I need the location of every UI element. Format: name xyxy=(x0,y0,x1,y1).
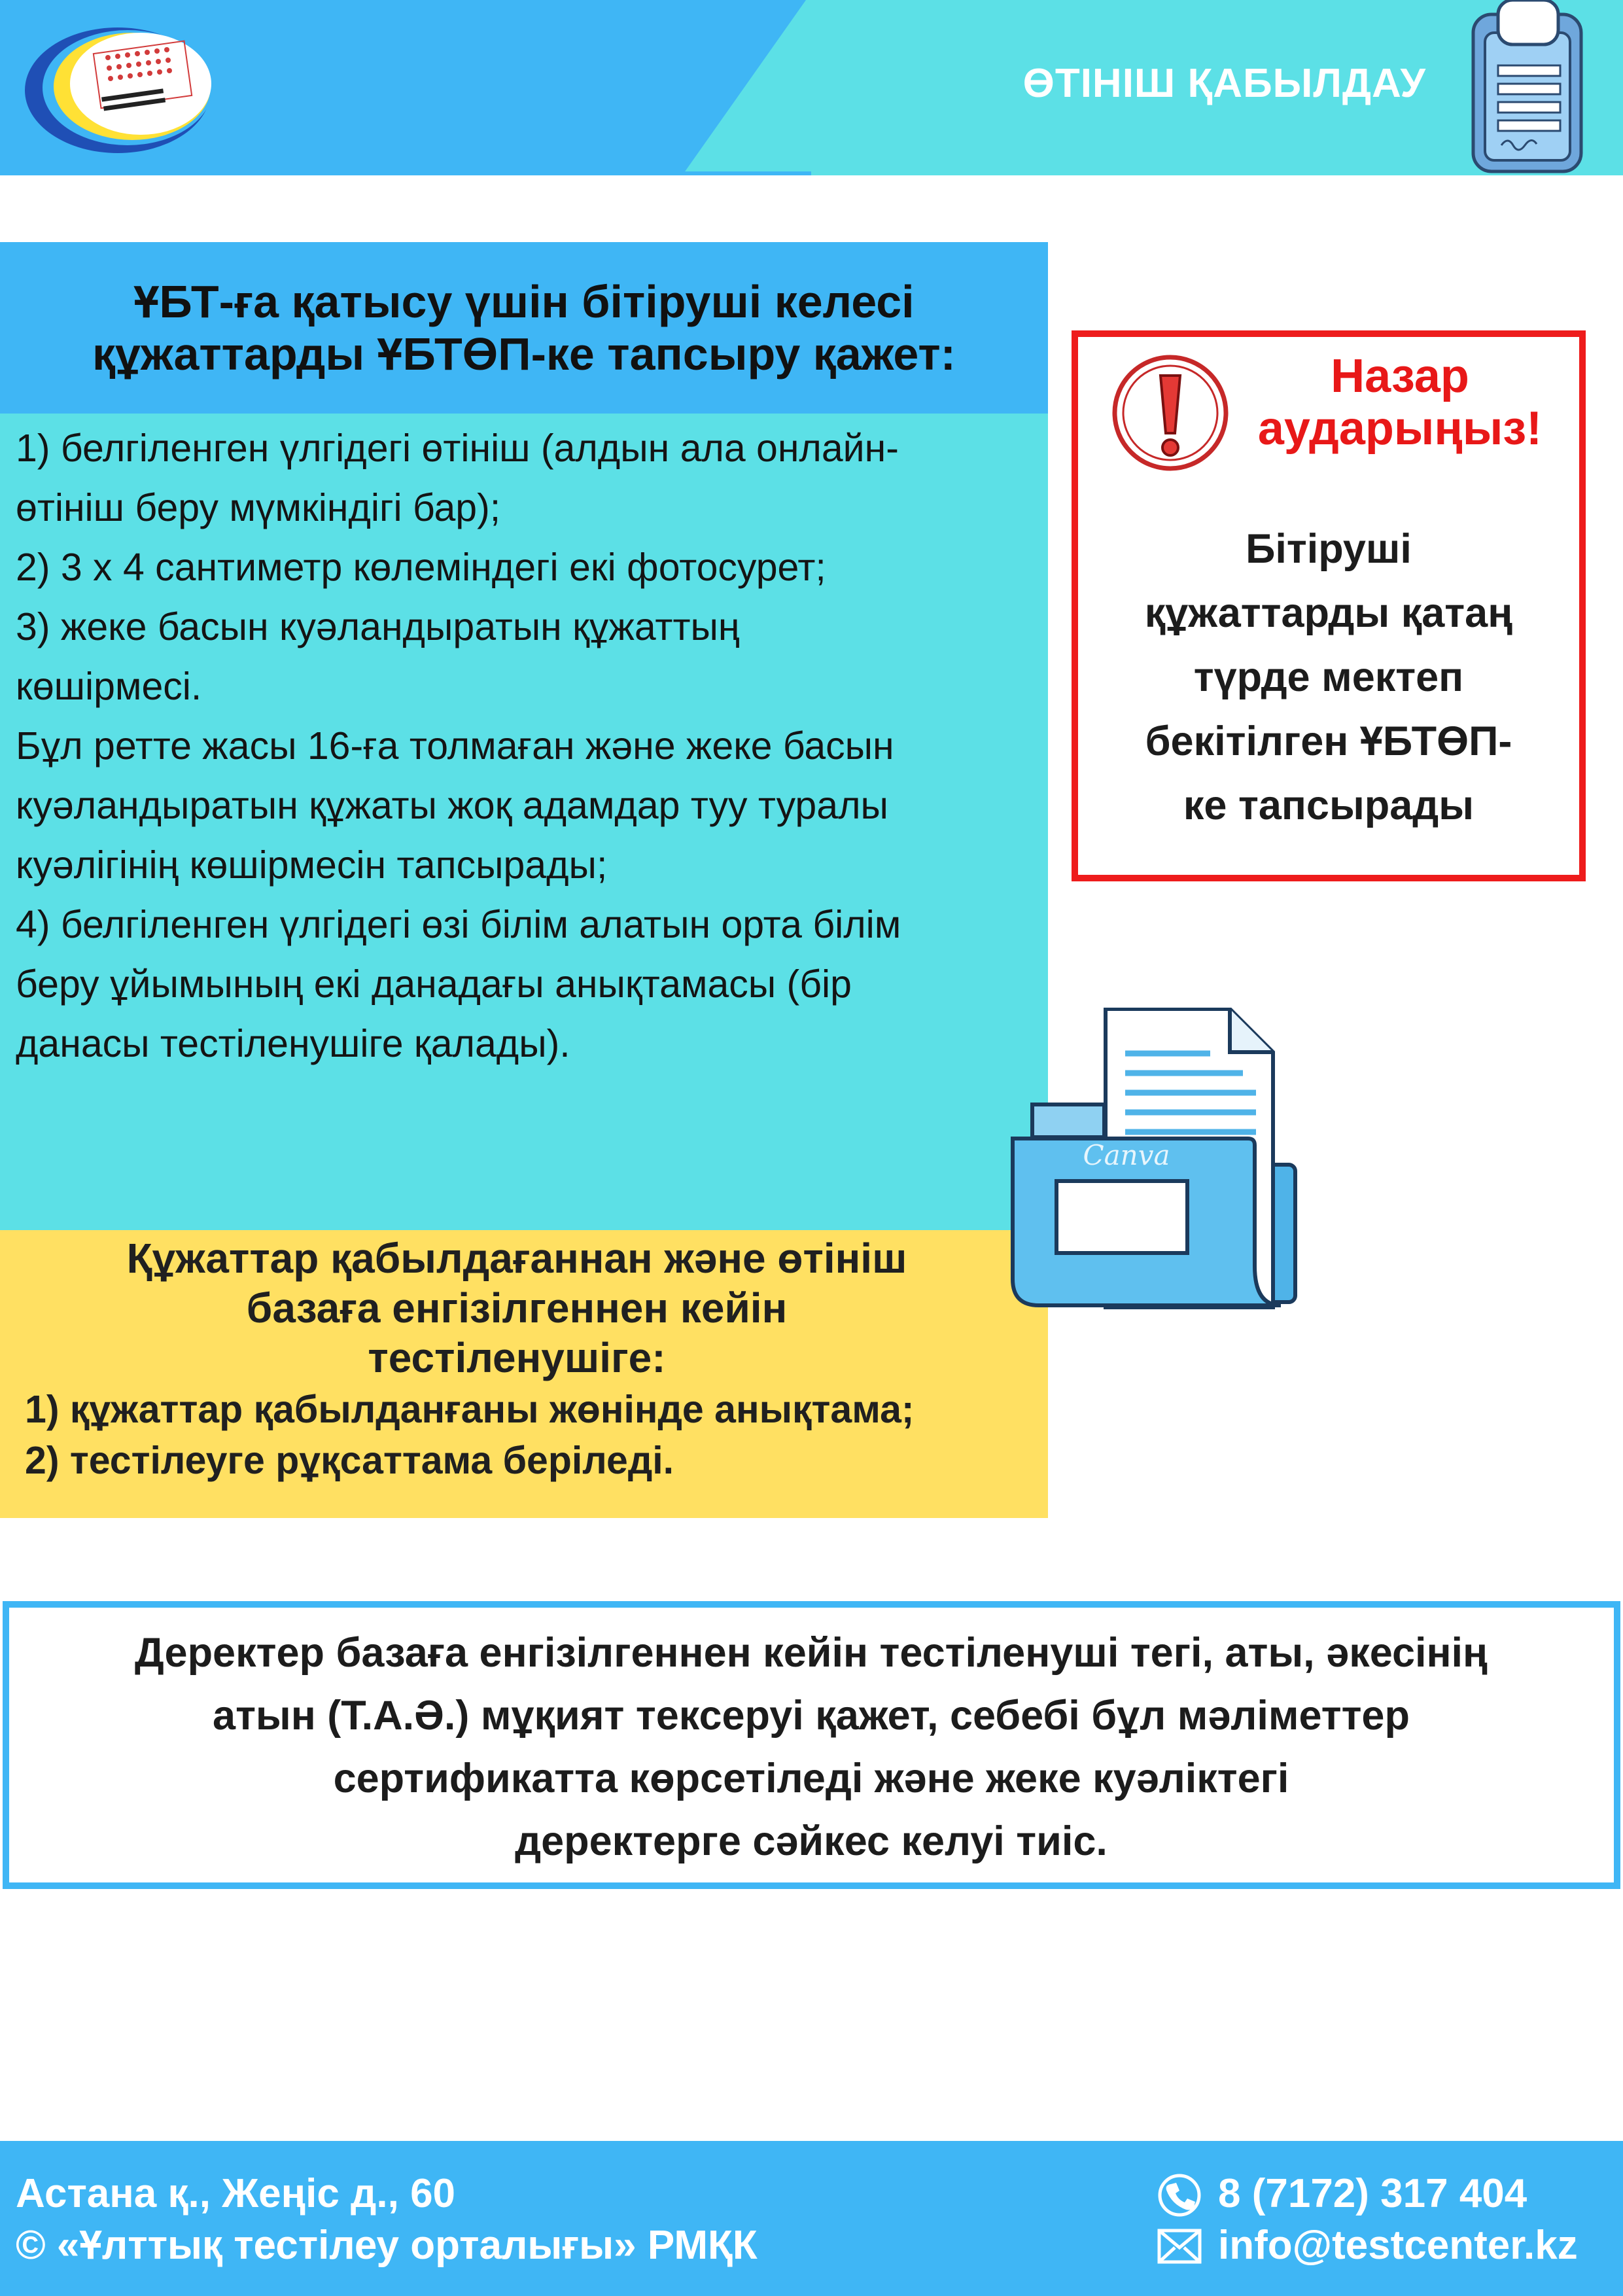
exclamation-icon xyxy=(1111,353,1230,472)
note-line: атын (Т.А.Ә.) мұқият тексеруі қажет, себебі бұл мәліметтер xyxy=(213,1693,1410,1739)
documents-folder-icon xyxy=(1007,1008,1302,1312)
warning-text-line: түрде мектеп xyxy=(1193,654,1464,700)
envelope-icon xyxy=(1157,2228,1202,2265)
note-line: деректерге сәйкес келуі тиіс. xyxy=(515,1818,1108,1864)
clipboard-icon xyxy=(1465,0,1586,175)
warning-title xyxy=(1240,350,1560,455)
requirements-line: 2) 3 х 4 сантиметр көлеміндегі екі фотосурет; xyxy=(16,546,826,589)
note-line: сертификатта көрсетіледі және жеке куәліктегі xyxy=(333,1756,1289,1801)
requirements-line: Бұл ретте жасы 16-ға толмаған және жеке басын xyxy=(16,724,894,768)
after-acceptance-item: 2) тестілеуге рұқсаттама беріледі. xyxy=(25,1439,674,1482)
canva-watermark: Canva xyxy=(1083,1139,1170,1171)
footer-address: Астана қ., Жеңіс д., 60 xyxy=(16,2171,456,2216)
footer-phone[interactable]: 8 (7172) 317 404 xyxy=(1218,2171,1527,2216)
header-title: ӨТІНІШ ҚАБЫЛДАУ xyxy=(1022,61,1426,106)
requirements-list xyxy=(16,419,1043,1074)
warning-text xyxy=(1086,517,1571,838)
requirements-heading-line1: ҰБТ-ға қатысу үшін бітіруші келесі xyxy=(133,276,915,327)
requirements-line: куәландыратын құжаты жоқ адамдар туу туралы xyxy=(16,784,888,827)
requirements-line: беру ұйымының екі данадағы анықтамасы (бір xyxy=(16,963,852,1006)
warning-text-line: құжаттарды қатаң xyxy=(1144,590,1513,636)
after-acceptance-title-line: тестіленушіге: xyxy=(368,1334,666,1381)
requirements-line: 1) белгіленген үлгідегі өтініш (алдын ала онлайн- xyxy=(16,427,899,470)
requirements-heading-line2: құжаттарды ҰБТӨП-ке тапсыру қажет: xyxy=(92,328,956,380)
warning-title-line2: аударыңыз! xyxy=(1257,402,1543,455)
data-check-note xyxy=(26,1621,1596,1873)
after-acceptance-item: 1) құжаттар қабылданғаны жөнінде анықтама; xyxy=(25,1388,915,1431)
requirements-line: көшірмесі. xyxy=(16,665,202,708)
requirements-heading xyxy=(0,242,1048,414)
footer-organization: © «Ұлттық тестілеу орталығы» РМҚК xyxy=(16,2223,758,2268)
footer-email[interactable]: info@testcenter.kz xyxy=(1218,2223,1578,2268)
after-acceptance-title xyxy=(20,1233,1014,1383)
warning-title-line1: Назар xyxy=(1331,350,1469,402)
after-acceptance-items xyxy=(25,1384,1045,1486)
phone-icon xyxy=(1157,2172,1202,2218)
after-acceptance-title-line: базаға енгізілгеннен кейін xyxy=(246,1284,788,1332)
requirements-line: 4) белгіленген үлгідегі өзі білім алатын орта білім xyxy=(16,903,901,946)
footer xyxy=(0,2141,1623,2296)
requirements-line: өтініш беру мүмкіндігі бар); xyxy=(16,486,501,529)
note-line: Деректер базаға енгізілгеннен кейін тестіленуші тегі, аты, әкесінің xyxy=(134,1630,1488,1676)
after-acceptance-title-line: Құжаттар қабылдағаннан және өтініш xyxy=(126,1235,907,1282)
warning-text-line: Бітіруші xyxy=(1246,526,1412,572)
warning-text-line: бекітілген ҰБТӨП- xyxy=(1145,718,1512,764)
requirements-line: куәлігінің көшірмесін тапсырады; xyxy=(16,843,608,887)
requirements-line: 3) жеке басын куәландыратын құжаттың xyxy=(16,605,740,648)
requirements-line: данасы тестіленушіге қалады). xyxy=(16,1022,570,1065)
testcenter-logo-icon xyxy=(20,20,216,157)
warning-text-line: ке тапсырады xyxy=(1183,783,1475,828)
